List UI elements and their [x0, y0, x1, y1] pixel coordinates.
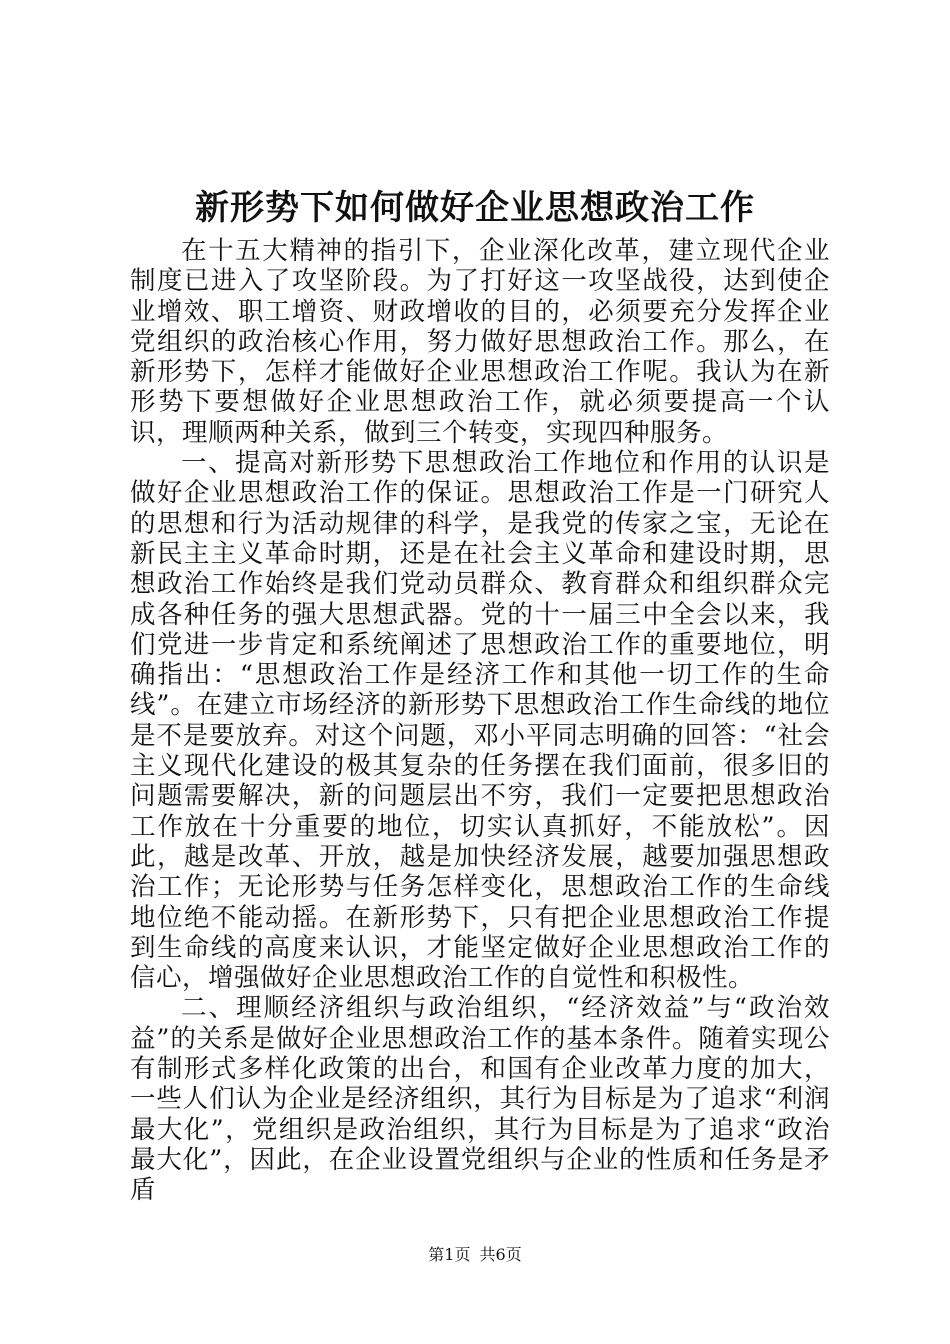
document-body [130, 236, 830, 1206]
document-title: 新形势下如何做好企业思想政治工作 [195, 188, 755, 228]
page-footer [0, 1244, 950, 1266]
paragraph-intro: 在十五大精神的指引下，企业深化改革，建立现代企业制度已进入了攻坚阶段。为了打好这一攻坚战役，达到使企业增效、职工增资、财政增收的目的，必须要充分发挥企业党组织的政治核心作用，努力做好思想政治工作。那么，在新形势下，怎样才能做好企业思想政治工作呢。我认为在新形势下要想做好企业思想政治工作，就必须要提高一个认识，理顺两种关系，做到三个转变，实现四种服务。 [130, 236, 830, 448]
paragraph-section-one: 一、提高对新形势下思想政治工作地位和作用的认识是做好企业思想政治工作的保证。思想政治工作是一门研究人的思想和行为活动规律的科学，是我党的传家之宝，无论在新民主主义革命时期，还是在社会主义革命和建设时期，思想政治工作始终是我们党动员群众、教育群众和组织群众完成各种任务的强大思想武器。党的十一届三中全会以来，我们党进一步肯定和系统阐述了思想政治工作的重要地位，明确指出：“思想政治工作是经济工作和其他一切工作的生命线”。在建立市场经济的新形势下思想政治工作生命线的地位是不是要放弃。对这个问题，邓小平同志明确的回答：“社会主义现代化建设的极其复杂的任务摆在我们面前，很多旧的问题需要解决，新的问题层出不穷，我们一定要把思想政治工作放在十分重要的地位，切实认真抓好，不能放松”。因此，越是改革、开放，越是加快经济发展，越要加强思想政治工作；无论形势与任务怎样变化，思想政治工作的生命线地位绝不能动摇。在新形势下，只有把企业思想政治工作提到生命线的高度来认识，才能坚定做好企业思想政治工作的信心，增强做好企业思想政治工作的自觉性和积极性。 [130, 448, 830, 994]
page-total: 共6页 [479, 1245, 522, 1264]
page-number: 第1页 [428, 1245, 471, 1264]
paragraph-section-two: 二、理顺经济组织与政治组织，“经济效益”与“政治效益”的关系是做好企业思想政治工作的基本条件。随着实现公有制形式多样化政策的出台，和国有企业改革力度的加大，一些人们认为企业是经济组织，其行为目标是为了追求“利润最大化”，党组织是政治组织，其行为目标是为了追求“政治最大化”，因此，在企业设置党组织与企业的性质和任务是矛盾 [130, 993, 830, 1206]
